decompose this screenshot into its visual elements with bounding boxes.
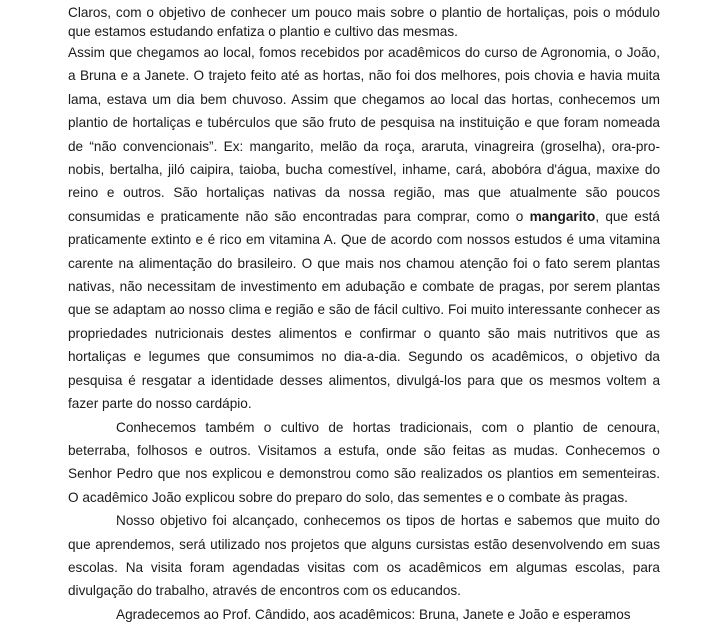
- bold-term-mangarito: mangarito: [529, 208, 596, 224]
- paragraph-intro: Claros, com o objetivo de conhecer um pouco mais sobre o plantio de hortaliças, pois o módulo que estamos estudando enfatiza o plantio e cultivo das mesmas.: [68, 5, 660, 39]
- paragraph-acknowledgements: Agradecemos ao Prof. Cândido, aos acadêmicos: Bruna, Janete e João e esperamos: [116, 606, 631, 622]
- paragraph-objective: Nosso objetivo foi alcançado, conhecemos os tipos de hortas e sabemos que muito do que aprendemos, será utilizado nos projetos que alguns cursistas estão desenvolvendo em suas escolas. Na visita foram agendadas visitas com os acadêmicos em algumas escolas, para divulgação do trabalho, através de encontros com os educandos.: [68, 513, 660, 599]
- paragraph-traditional-gardens: Conhecemos também o cultivo de hortas tradicionais, com o plantio de cenoura, beterraba, folhosos e outros. Visitamos a estufa, onde são feitas as mudas. Conhecemos o Senhor Pedro que nos explicou e demonstrou como são realizados os plantios em sementeiras. O acadêmico João explicou sobre do preparo do solo, das sementes e o combate às pragas.: [68, 419, 660, 505]
- paragraph-text-segment: , que está praticamente extinto e é rico em vitamina A. Que de acordo com nossos estudos é uma vitamina carente na alimentação do brasileiro. O que mais nos chamou atenção foi o fato serem plantas nativas, não necessitam de investimento em adubação e combate de pragas, por serem plantas que se adaptam ao nosso clima e região e são de fácil cultivo. Foi muito interessante conhecer as propriedades nutricionais destes alimentos e confirmar o quanto são mais nutritivos que as hortaliças e legumes que consumimos no dia-a-dia. Segundo os acadêmicos, o objetivo da pesquisa é resgatar a identidade desses alimentos, divulgá-los para que os mesmos voltem a fazer parte do nosso cardápio.: [68, 208, 660, 412]
- document-page: [68, 0, 660, 626]
- paragraph-visit-description: [68, 41, 660, 416]
- paragraph-text-segment: Assim que chegamos ao local, fomos recebidos por acadêmicos do curso de Agronomia, o João, a Bruna e a Janete. O trajeto feito até as hortas, não foi dos melhores, pois chovia e havia muita lama, estava um dia bem chuvoso. Assim que chegamos ao local das hortas, conhecemos um plantio de hortaliças e tubérculos que são fruto de pesquisa na instituição e que foram nomeada de “não convencionais”. Ex: mangarito, melão da roça, araruta, vinagreira (groselha), ora-pro-nobis, bertalha, jiló caipira, taioba, bucha comestível, inhame, cará, abobóra d'água, maxixe do reino e outros. São hortaliças nativas da nossa região, mas que atualmente são poucos consumidas e praticamente não são encontradas para comprar, como o: [68, 45, 660, 224]
